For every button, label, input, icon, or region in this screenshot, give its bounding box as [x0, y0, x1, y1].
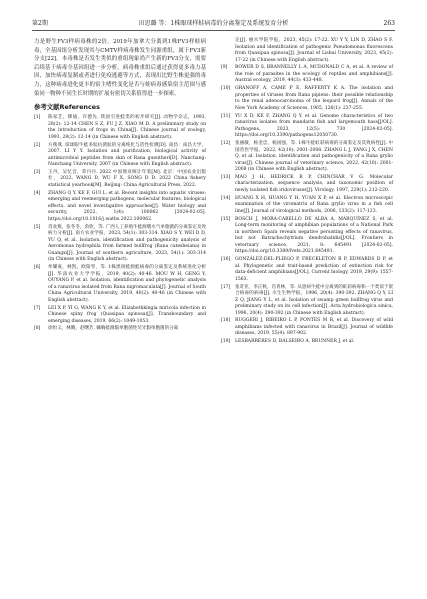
reference-number: [19] [221, 339, 231, 345]
reference-number: [6] [34, 265, 41, 271]
reference-text: YU X D, KE F, ZHANG Q Y, et al. Genome characteristics of two ranavirus isolates from mandarin fish and largemouth bass[J/OL]. Pathogens, 2023, 12(5): 730 [2024-02-05]. https://doi.org/10.3390/pathogens12050730. [235, 113, 393, 139]
reference-number: [7] [34, 305, 41, 311]
reference-entry [221, 114, 393, 140]
reference-number: [9] [221, 65, 228, 71]
reference-number: [13] [221, 174, 231, 180]
right-column [221, 38, 393, 347]
reference-text: BOWER D S, BRANNELLY L A, MCDONALD C A, et al. A review of the role of parasites in the ecology of reptiles and amphibians[J]. Austral ecology, 2019, 44(3): 433-448. [235, 65, 393, 84]
running-title: 田思璐 等：1株眼球样蛙病毒的分离鉴定及系统发育分析 [138, 20, 289, 27]
reference-entry [221, 86, 393, 112]
reference-entry [221, 38, 393, 64]
reference-number: [14] [221, 195, 231, 201]
reference-text: LESBARRÈRES D, BALSEIRO A, BRUNNER J, et al. [235, 339, 355, 345]
reference-list-right [221, 38, 393, 346]
reference-text: 方燕燕. 琼球眼牛蛙多肽抗菌肽的分离纯化与活性检测[D]. 南昌：南昌大学，2007. LI Y Y. Isolation and purification, biological activity of antimicrobial peptides from skin of Rana guentheri[D]. Nanchang: Nanchang University, 2007 (in Chinese with English abstract). [48, 142, 206, 168]
reference-entry [221, 217, 393, 256]
reference-number: [3] [34, 169, 41, 175]
reference-text: 牟耀豪，林凯，欧阳琴，等. 1株黑斑蛙源蛙病毒的分离鉴定及系统进化分析[J]. 华南农业大学学报，2019, 40(2): 40-46. MOU W H, GENG Y, OUYANG P, et al. Isolation, identification and phylogenetic analysis of a ranavirus isolated from Rana nigromaculata[J]. Journal of South China Agricultural University, 2019, 40(2): 40-46 (in Chinese with English abstract). [48, 265, 206, 303]
reference-entry [221, 318, 393, 338]
reference-entry [221, 257, 393, 283]
reference-entry [34, 143, 206, 169]
reference-entry [221, 285, 393, 318]
reference-entry [221, 65, 393, 85]
reference-text: RUGGERI J, RIBEIRO L P, PONTES M R, et al. Discovery of wild amphibians infected with ranavirus in Brazil[J]. Journal of wildlife diseases, 2019, 55(4): 897-902. [235, 318, 393, 337]
reference-text: LEI X P, YI G, WANG K Y, et al. Elizabethkingia miricola infection in Chinese spiny frog (Quasipaa spinosa)[J]. Transboundary and emerging diseases, 2019, 66(2): 1049-1053. [48, 305, 206, 324]
reference-entry [34, 326, 206, 333]
reference-text: 徐恒义，林腾，赵曙芳. 棘胸蛙源假单胞菌性荧光假单胞菌的分离 [48, 326, 179, 332]
reference-number: [10] [221, 86, 231, 92]
reference-number: [17] [221, 284, 231, 290]
reference-entry [34, 170, 206, 190]
reference-number: [8] [34, 326, 41, 332]
reference-text: MAO J H, HEDRICK R P, CHINCHAR V G. Molecular characterization, sequence analysis, and taxonomic position of newly isolated fish iridoviruses[J]. Virology, 1997, 229(1): 212-220. [235, 174, 393, 193]
reference-text: HUANG X H, HUANG Y H, YUAN X P, et al. Electron microscopic examination of the viromatrix of Rana grylio virus in a fish cell line[J]. Journal of virological methods, 2006, 133(2): 117-123. [235, 195, 393, 214]
reference-number: [15] [221, 216, 231, 222]
reference-text: 陈家艺，缪通，许德先. 我国引进蛙类的初步研究[J]. 动物学杂志，1993, 28(2): 12-14 CHEN S Z, FU J Z, XIAO M D. A preliminary study on the introduction of frogs in China[J]. Chinese journal of zoology, 1993, 28(2): 12-14 (in Chinese with English abstract). [48, 115, 206, 140]
reference-entry [34, 225, 206, 264]
reference-number: [2] [34, 142, 41, 148]
page-number: 263 [383, 20, 395, 27]
body-paragraph: 力是野生FV3样病毒株的2倍。2019年加拿大分离到1株FV3样蛙病毒，全基因组分析发现其与CMTV样病毒株发生同源重组，属于FV3新分支[22]。本毒株是否发生类似的重组现象尚产生新的FV3分支，需要后续基于病毒全基因组进一步分析。病毒株重组后通过获得更多毒力基因，加快病毒复制或者进行免疫逃避等方式，表现出比野生株更强的毒力，这种病毒进化更丰的宿主嗜性变化是否与蛙病毒感染宿主范围与感染同一物种不同生长时期的扩展有密切关系值得进一步探索。 [34, 39, 206, 97]
reference-entry [221, 175, 393, 195]
reference-text: BOSCH J, MORA-CABELLO DE ALBA A, MARQUÍNEZ S, et al. Long-term monitoring of amphibian populations of a National Park in northern Spain reveals negative persisting effects of ranavirus, but not Batrachochytrium dendrobatidis[J/OL]. Frontiers in veterinary science, 2021, 8: 645491 [2024-02-05]. https://doi.org/10.3389/fvets.2021.645491. [235, 216, 393, 255]
reference-number: [11] [221, 113, 231, 119]
references-heading: 参考文献References [34, 103, 100, 112]
issue-number: 第2期 [32, 20, 48, 27]
reference-entry [34, 265, 206, 304]
reference-number: [12] [221, 141, 231, 147]
reference-entry [34, 191, 206, 224]
reference-entry [34, 306, 206, 326]
reference-number: [4] [34, 190, 41, 196]
reference-number: [1] [34, 115, 41, 121]
reference-text: GONZÁLEZ-DEL-PLIEGO P, FRECKLETON R P, EDWARDS D P, et al. Phylogenetic and trait-based prediction of extinction risk for data-deficient amphibians[J/OL]. Current biology, 2019, 29(9): 1557-1563. [235, 257, 393, 282]
reference-number: [16] [221, 257, 231, 263]
reference-text: ZHANG Q Y, KE F, GUI L, et al. Recent insights into aquatic viruses: emerging and reemerging pathogens, molecular features, biological effects, and novel investigative approaches[J]. Water biology and security, 2022, 1(4): 100062 [2024-02-05]. https://doi.org/10.1016/j.watbs.2022.100062. [48, 190, 206, 222]
reference-text: 张奇亚，李正秋，肖青林，等. 从患病牛蛙中分离到的虹彩病毒和一个类似于嵌合病毒的病毒[J]. 水生生物学报，1996, 20(4): 390-392. ZHANG Q Y, LI Z Q, JIANG Y L, et al. Isolation of swamp green bullfrog virus and preliminary study on its cell infection[J]. Acta hydrobiologica sinica, 1996, 20(4): 390-392 (in Chinese with English abstract). [235, 284, 393, 316]
reference-text: 定[J]. 丽水学院学报，2023, 45(2): 17-22. XU Y Y, LIN D, ZHAO S F. Isolation and identification of pathogenic Pseudomonas fluorescens from Quasipaa spinosa[J]. Journal of Lishui University, 2023, 45(2): 17-22 (in Chinese with English abstract). [235, 38, 393, 63]
reference-entry [221, 196, 393, 216]
running-header [32, 18, 395, 31]
reference-number: [5] [34, 224, 41, 230]
reference-entry [221, 339, 393, 346]
reference-text: 王丹，吴忆音，荣丹丹. 2022 中国渔业统计年鉴[M]. 北京：中国农业出版社，2022. WANG D, WU F X, SONG D D. 2022 China fishery statistical yearbook[M]. Beijing: China Agricultural Press, 2022. [48, 169, 206, 188]
reference-text: GRANOFF A, CAME P E, RAFFERTY K A. The isolation and properties of viruses from Rana pipiens: their possible relationship to the renal adenocarcinoma of the leopard frog[J]. Annals of the New York Academy of Sciences, 1965, 126(1): 237-255. [235, 86, 393, 111]
reference-entry [221, 141, 393, 174]
reference-number: [18] [221, 318, 231, 324]
reference-text: 肖欢燕，张冬冬，余欣，等. 广西人工养殖牛蛙源嗜水气单胞菌的分离鉴定及致病力分析[J]. 南方农业学报，2023, 54(1): 303-314. XIAO S Y, WEI D D, YU Q, et al. Isolation, identification and pathogenicity analysis of Aeromonas hydrophila from farmed bullfrog (Rana catesbeiana) in Guangxi[J]. Journal of southern agriculture, 2023, 54(1): 303-314 (in Chinese with English abstract). [48, 224, 206, 263]
reference-entry [34, 115, 206, 141]
left-column [34, 38, 206, 334]
reference-list-left [34, 115, 206, 333]
reference-text: 张丽敏，杨金忠，杨国强，等. 1株牛蛙虹彩病毒的分离鉴定及其致病性[J]. 中国兽医学报，2022, 42(10): 2001-2008. ZHANG L J, YANG J X, CHEN Q, et al. Isolation, identification and pathogenicity of a Rana grylio virus[J]. Chinese journal of veterinary science, 2022, 42(10): 2001-2008 (in Chinese with English abstract). [235, 141, 393, 173]
